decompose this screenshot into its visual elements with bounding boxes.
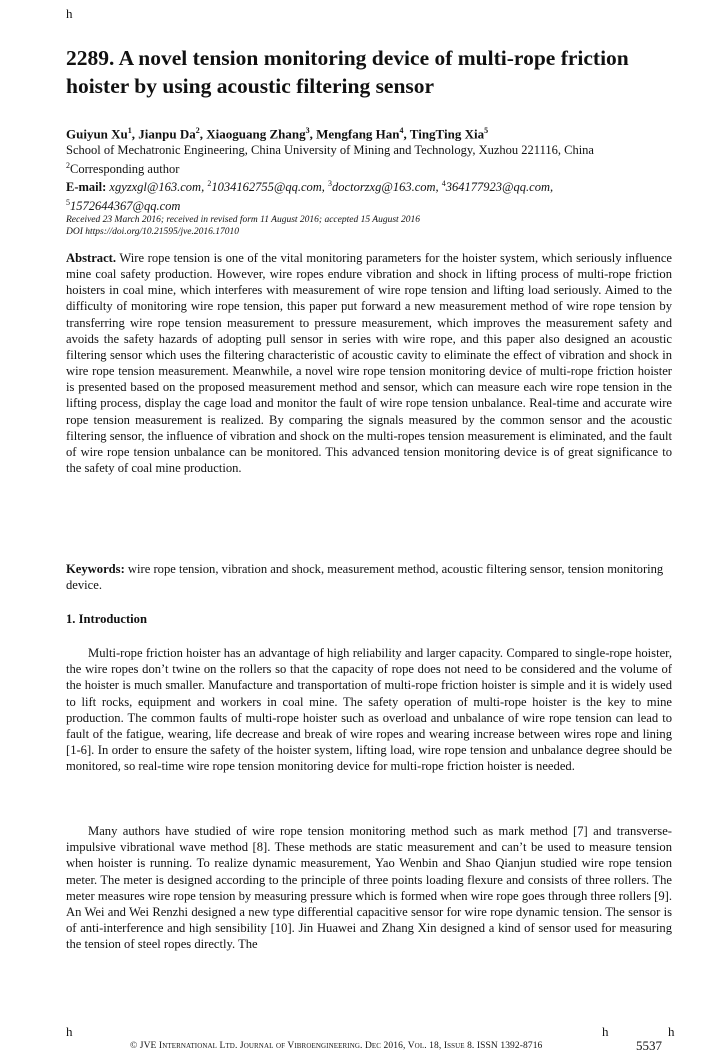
- email-link[interactable]: 1034162755@qq.com,: [211, 180, 325, 195]
- author-sup: 4: [399, 126, 404, 135]
- body-paragraph: Many authors have studied of wire rope tension monitoring method such as mark method [7] and transverse-impulsive vibrational wave method [8]. These methods are static measurement and can’t be used to measure tension when hoister is running. To realize dynamic measurement, Yao Wenbin and Shao Qianjun studied wire rope tension meter. The meter is designed according to the principle of three points loading flexure and consists of three rollers. The meter measures wire rope tension by measuring pressure which is formed when wire rope goes through three rollers [9]. An Wei and Wei Renzhi designed a new type differential capacitive sensor for wire rope dynamic tension. The sensor is of anti-interference and high sensibility [10]. Jin Huawei and Zhang Xin designed a kind of sensor used for measuring the tension of steel ropes directly. The: [66, 824, 672, 952]
- affiliation-line: School of Mechatronic Engineering, China University of Mining and Technology, Xuzhou 221116, China: [66, 143, 594, 157]
- footer-mark: h: [602, 1024, 609, 1039]
- abstract-label: Abstract.: [66, 251, 117, 265]
- received-dates: Received 23 March 2016; received in revised form 11 August 2016; accepted 15 August 2016: [66, 215, 421, 225]
- email-label: E-mail:: [66, 180, 107, 195]
- author-name: Jianpu Da: [138, 126, 196, 142]
- email-link[interactable]: doctorzxg@163.com,: [332, 180, 439, 195]
- affiliation: [66, 143, 676, 177]
- corresponding-author: $^2$Corresponding author: [66, 161, 180, 177]
- section-heading: 1. Introduction: [66, 612, 147, 626]
- keywords: [66, 561, 672, 593]
- email-link[interactable]: xgyzxgl@163.com,: [109, 180, 205, 195]
- header-mark: h: [66, 6, 73, 21]
- author-sup: 1: [127, 126, 132, 135]
- footer-citation: © JVE International Ltd. Journal of Vibroengineering. Dec 2016, Vol. 18, Issue 8. ISSN 1392-8716: [130, 1041, 543, 1051]
- abstract: [66, 250, 672, 476]
- paper-title: 2289. A novel tension monitoring device of multi-rope friction hoister by using acoustic filtering sensor: [66, 46, 629, 98]
- author-list: Guiyun Xu$^1$, Jianpu Da$^2$, Xiaoguang Zhang$^3$, Mengfang Han$^4$, TingTing Xia$^5$: [66, 126, 489, 142]
- author-name: Guiyun Xu: [66, 126, 128, 142]
- author-sup: 5: [484, 126, 489, 135]
- keywords-text: wire rope tension, vibration and shock, measurement method, acoustic filtering sensor, tension monitoring device.: [66, 562, 664, 592]
- email-link[interactable]: 364177923@qq.com,: [445, 180, 554, 195]
- page-number: 5537: [636, 1038, 662, 1053]
- author-sup: 3: [305, 126, 310, 135]
- author-name: TingTing Xia: [409, 126, 485, 142]
- email-link[interactable]: 1572644367@qq.com: [70, 199, 181, 214]
- footer-mark: h: [668, 1024, 675, 1039]
- email-block: E-mail: xgyzxgl@163.com, $^2$1034162755@qq.com, $^3$doctorzxg@163.com, $^4$364177923@qq.com, $^5$1572644367@qq.com: [66, 179, 554, 214]
- doi-link[interactable]: DOI https://doi.org/10.21595/jve.2016.17010: [66, 227, 240, 237]
- keywords-label: Keywords:: [66, 562, 125, 576]
- received-info: [66, 214, 676, 238]
- abstract-text: Wire rope tension is one of the vital monitoring parameters for the hoister system, which seriously influence mine coal safety production. However, wire ropes endure vibration and shock in lifting process of multi-rope friction hoisters in coal mine, which interferes with measurement of wire rope tension and lifting load seriously. Aimed to the difficulty of monitoring wire rope tension, this paper put forward a new measurement method of wire rope tension by transferring wire rope tension measurement to pressure measurement, which improves the measurement safety and avoids the safety hazards of adopting pull sensor in series with wire rope, and this paper also designed an acoustic filtering sensor which uses the filtering characteristic of acoustic cavity to eliminate the effect of vibration and shock in wire rope tension measurement. Meanwhile, a novel wire rope tension monitoring device of multi-rope friction hoister is presented based on the proposed measurement method and sensor, which can measure each wire rope tension in the lifting process, display the cage load and monitor the fault of wire rope tension unbalance. Real-time and accurate wire rope tension measurement is realized. By comparing the signals measured by the common sensor and the acoustic filtering sensor, the influence of vibration and shock on the multi-ropes tension measurement is eliminated, and the fault of wire rope tension unbalance can be monitored. This advanced tension monitoring device is of great significance to the safety of coal mine production.: [66, 251, 672, 476]
- footer-mark: h: [66, 1024, 73, 1039]
- body-paragraph: Multi-rope friction hoister has an advantage of high reliability and larger capacity. Compared to single-rope hoister, the wire ropes don’t twine on the rollers so that the capacity of rope does not need to be considered and the volume of the hoister is much smaller. Manufacture and transportation of multi-rope friction hoister is simple and it is widely used to lift rocks, equipment and workers in coal mine. The safety operation of multi-rope hoister is the key to mine production. The common faults of multi-rope hoister such as overload and unbalance of wire rope tension can lead to fault of the fatigue, wearing, life decrease and break of wire ropes and wearing increase between wires rope and lining [1-6]. In order to ensure the safety of the hoister system, lifting load, wire rope tension and unbalance degree should be monitored, so real-time wire rope tension monitoring device for multi-rope friction hoister is needed.: [66, 646, 672, 774]
- author-sup: 2: [195, 126, 200, 135]
- author-name: Mengfang Han: [316, 126, 400, 142]
- author-name: Xiaoguang Zhang: [206, 126, 306, 142]
